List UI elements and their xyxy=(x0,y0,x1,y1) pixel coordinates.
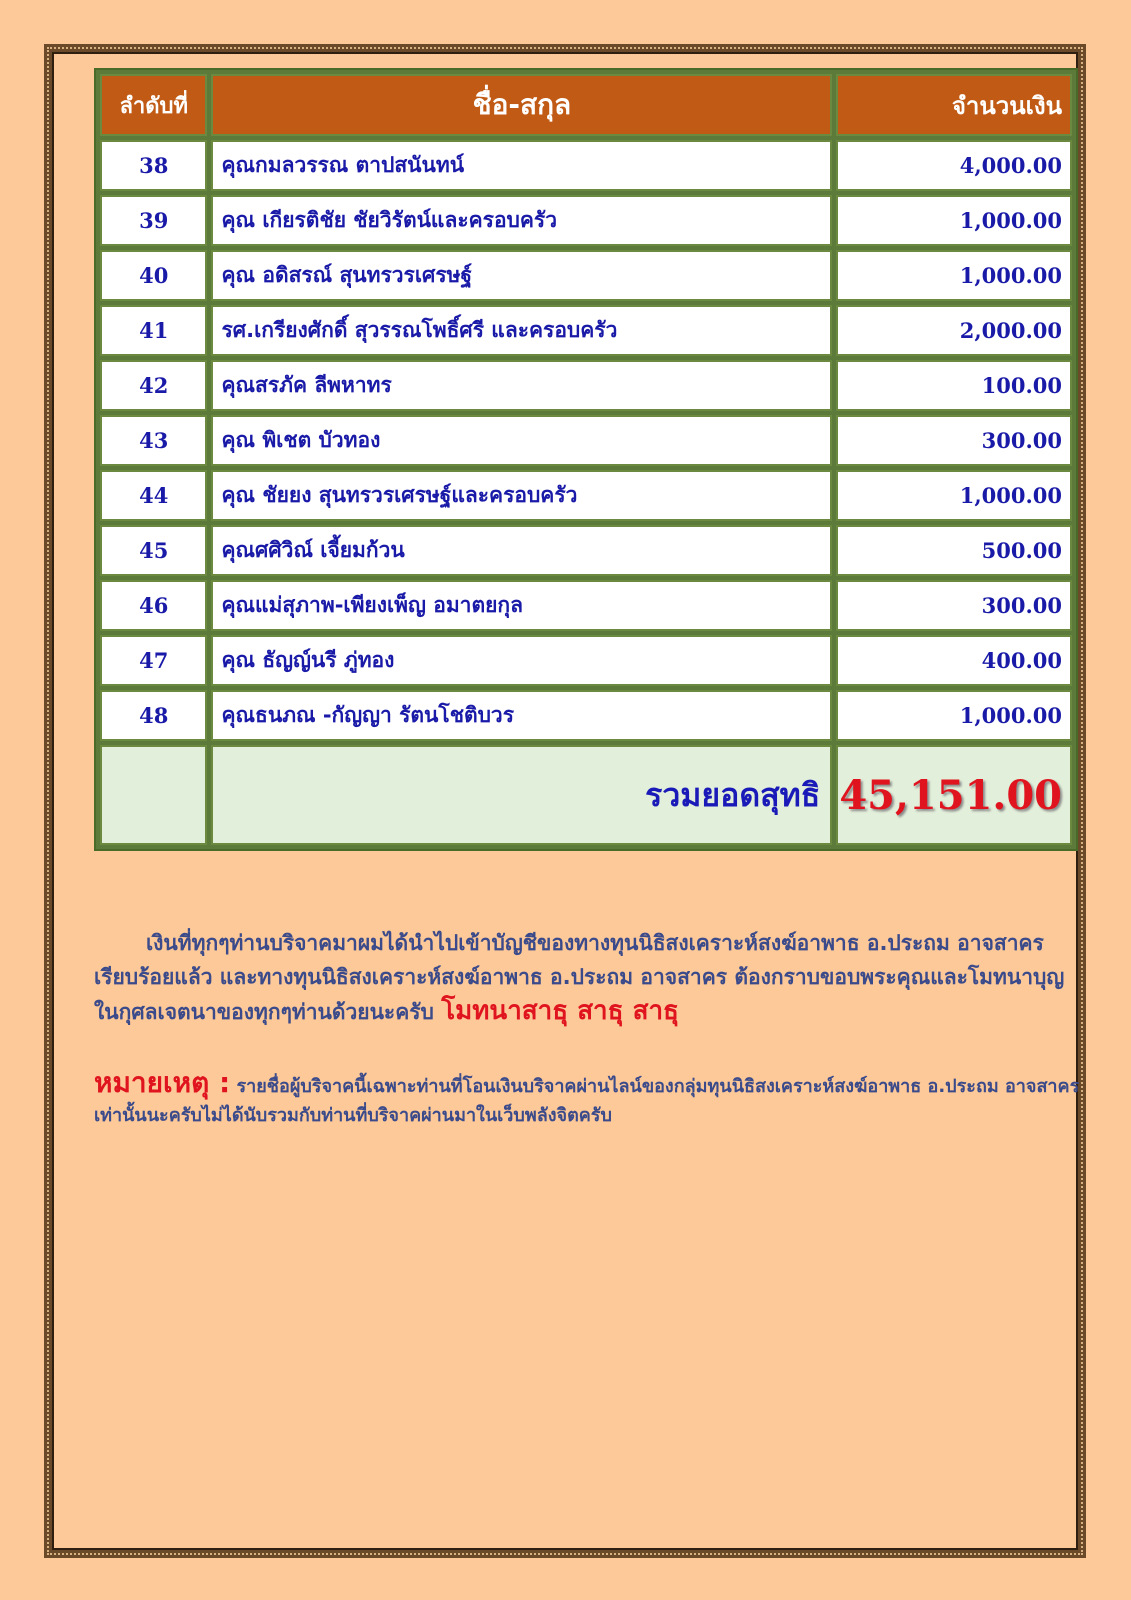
table-row xyxy=(100,470,1072,521)
row-amount: 500.00 xyxy=(836,525,1072,576)
row-no: 47 xyxy=(100,635,207,686)
row-no: 48 xyxy=(100,690,207,741)
table-row xyxy=(100,195,1072,246)
donation-note xyxy=(94,926,1080,1029)
table-row xyxy=(100,635,1072,686)
row-name: คุณศศิวิณ์ เจี้ยมก้วน xyxy=(211,525,832,576)
row-no: 44 xyxy=(100,470,207,521)
table-row xyxy=(100,250,1072,301)
row-name: คุณกมลวรรณ ตาปสนันทน์ xyxy=(211,140,832,191)
row-amount: 1,000.00 xyxy=(836,195,1072,246)
header-no: ลำดับที่ xyxy=(100,74,207,136)
table-row xyxy=(100,690,1072,741)
row-no: 40 xyxy=(100,250,207,301)
row-name: คุณสรภัค ลีพหาทร xyxy=(211,360,832,411)
row-no: 45 xyxy=(100,525,207,576)
total-row xyxy=(100,745,1072,845)
table-header-row xyxy=(100,74,1072,136)
total-empty-cell xyxy=(100,745,207,845)
row-amount: 2,000.00 xyxy=(836,305,1072,356)
table-row xyxy=(100,415,1072,466)
table-row xyxy=(100,525,1072,576)
row-name: คุณ ชัยยง สุนทรวรเศรษฐ์และครอบครัว xyxy=(211,470,832,521)
blessing-text: โมทนาสาธุ สาธุ สาธุ xyxy=(441,996,679,1026)
table-row xyxy=(100,360,1072,411)
row-amount: 1,000.00 xyxy=(836,690,1072,741)
remark-label: หมายเหตุ : xyxy=(94,1066,231,1099)
row-name: คุณ พิเชต บัวทอง xyxy=(211,415,832,466)
row-no: 43 xyxy=(100,415,207,466)
row-name: คุณ ธัญญ์นรี ภู่ทอง xyxy=(211,635,832,686)
header-name: ชื่อ-สกุล xyxy=(211,74,832,136)
row-name: รศ.เกรียงศักดิ์ สุวรรณโพธิ์ศรี และครอบครัว xyxy=(211,305,832,356)
note-text: เงินที่ทุกๆท่านบริจาคมาผมได้นำไปเข้าบัญชีของทางทุนนิธิสงเคราะห์สงฆ์อาพาธ อ.ประถม อาจสาคร เรียบร้อยแล้ว และทางทุนนิธิสงเคราะห์สงฆ์อาพาธ อ.ประถม อาจสาคร ต้องกราบขอบพระคุณและโมทนาบุญในกุศลเจตนาของทุกๆท่านด้วยนะครับ xyxy=(94,931,1065,1024)
table-row xyxy=(100,580,1072,631)
row-amount: 300.00 xyxy=(836,580,1072,631)
remark-text: รายชื่อผู้บริจาคนี้เฉพาะท่านที่โอนเงินบริจาคผ่านไลน์ของกลุ่มทุนนิธิสงเคราะห์สงฆ์อาพาธ อ.ประถม อาจสาคร เท่านั้นนะครับไม่ได้นับรวมกับท่านที่บริจาคผ่านมาในเว็บพลังจิตครับ xyxy=(94,1076,1080,1126)
row-no: 46 xyxy=(100,580,207,631)
donor-table xyxy=(94,68,1078,851)
row-no: 39 xyxy=(100,195,207,246)
row-amount: 400.00 xyxy=(836,635,1072,686)
row-name: คุณ เกียรติชัย ชัยวิรัตน์และครอบครัว xyxy=(211,195,832,246)
row-no: 42 xyxy=(100,360,207,411)
row-no: 38 xyxy=(100,140,207,191)
remark-note xyxy=(94,1068,1080,1130)
row-name: คุณ อดิสรณ์ สุนทรวรเศรษฐ์ xyxy=(211,250,832,301)
table-row xyxy=(100,305,1072,356)
row-name: คุณธนภณ -กัญญา รัตนโชติบวร xyxy=(211,690,832,741)
total-amount: 45,151.00 xyxy=(836,745,1072,845)
row-amount: 100.00 xyxy=(836,360,1072,411)
row-amount: 1,000.00 xyxy=(836,470,1072,521)
row-amount: 300.00 xyxy=(836,415,1072,466)
table-row xyxy=(100,140,1072,191)
row-no: 41 xyxy=(100,305,207,356)
header-amount: จำนวนเงิน xyxy=(836,74,1072,136)
row-amount: 4,000.00 xyxy=(836,140,1072,191)
total-label: รวมยอดสุทธิ xyxy=(211,745,832,845)
row-name: คุณแม่สุภาพ-เพียงเพ็ญ อมาตยกุล xyxy=(211,580,832,631)
row-amount: 1,000.00 xyxy=(836,250,1072,301)
